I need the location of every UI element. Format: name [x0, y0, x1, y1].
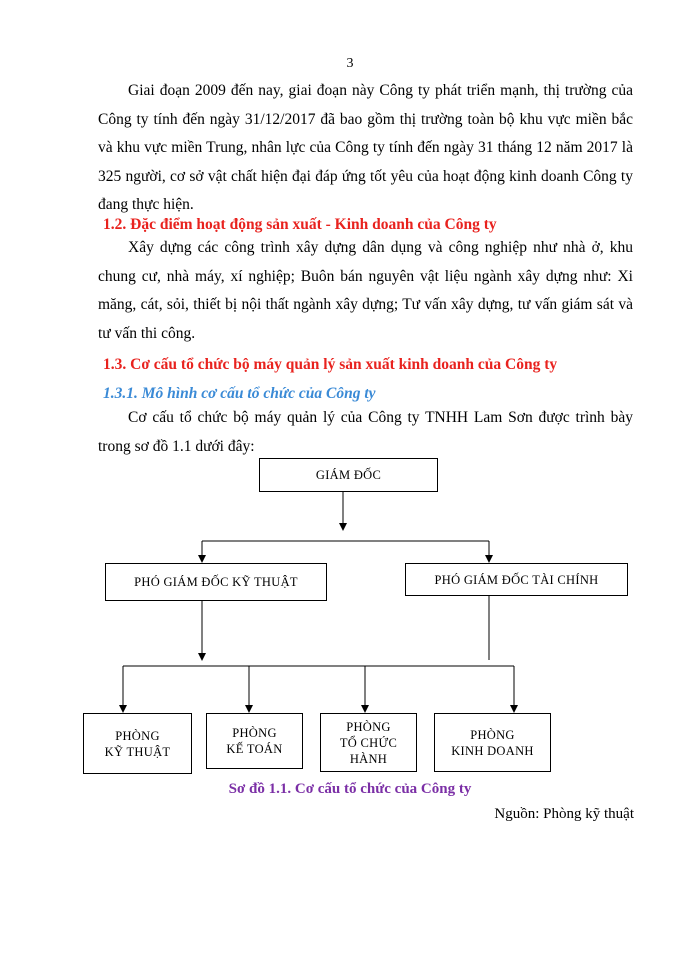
figure-source: Nguồn: Phòng kỹ thuật — [494, 806, 634, 822]
org-box-dept-accounting — [206, 713, 303, 769]
page-number: 3 — [346, 56, 354, 71]
org-box-deputy-finance — [405, 563, 628, 596]
org-box-dept-technical — [83, 713, 192, 774]
heading-1-3: 1.3. Cơ cấu tổ chức bộ máy quản lý sản xuất kinh doanh của Công ty — [103, 356, 558, 373]
org-box-dept-admin-label: PHÒNG TỔ CHỨC HÀNH — [339, 719, 398, 766]
paragraph-activities: Xây dựng các công trình xây dựng dân dụng và công nghiệp như nhà ở, khu chung cư, nhà máy, xí nghiệp; Buôn bán nguyên vật liệu ngành xây dựng như: Xi măng, cát, sỏi, thiết bị nội thất ngành xây dựng; Tư vấn xây dựng, tư vấn giám sát và tư vấn thi công. — [98, 239, 633, 342]
org-box-deputy-technical-label: PHÓ GIÁM ĐỐC KỸ THUẬT — [134, 575, 298, 589]
figure-caption: Sơ đồ 1.1. Cơ cấu tổ chức của Công ty — [228, 781, 472, 797]
org-box-dept-business — [434, 713, 551, 772]
heading-1-2: 1.2. Đặc điểm hoạt động sản xuất - Kinh doanh của Công ty — [103, 216, 497, 233]
org-box-dept-admin — [320, 713, 417, 772]
org-box-deputy-finance-label: PHÓ GIÁM ĐỐC TÀI CHÍNH — [434, 572, 599, 587]
paragraph-intro-chart: Cơ cấu tổ chức bộ máy quản lý của Công ty TNHH Lam Sơn được trình bày trong sơ đồ 1.1 dưới đây: — [98, 409, 633, 455]
heading-1-3-1: 1.3.1. Mô hình cơ cấu tổ chức của Công ty — [103, 385, 376, 402]
org-box-deputy-technical — [105, 563, 327, 601]
org-box-director — [259, 458, 438, 492]
org-box-dept-accounting-label: PHÒNG KẾ TOÁN — [226, 726, 283, 756]
org-box-dept-business-label: PHÒNG KINH DOANH — [451, 727, 534, 758]
org-box-dept-technical-label: PHÒNG KỸ THUẬT — [104, 728, 171, 759]
org-box-director-label: GIÁM ĐỐC — [315, 468, 382, 482]
paragraph-history: Giai đoạn 2009 đến nay, giai đoạn này Công ty phát triển mạnh, thị trường của Công ty tính đến ngày 31/12/2017 đã bao gồm thị trường toàn bộ khu vực miền bắc và khu vực miền Trung, nhân lực của Công ty tính đến ngày 31 tháng 12 năm 2017 là 325 người, cơ sở vật chất hiện đại đáp ứng tốt yêu của hoạt động kinh doanh Công ty đang thực hiện. — [98, 82, 633, 213]
